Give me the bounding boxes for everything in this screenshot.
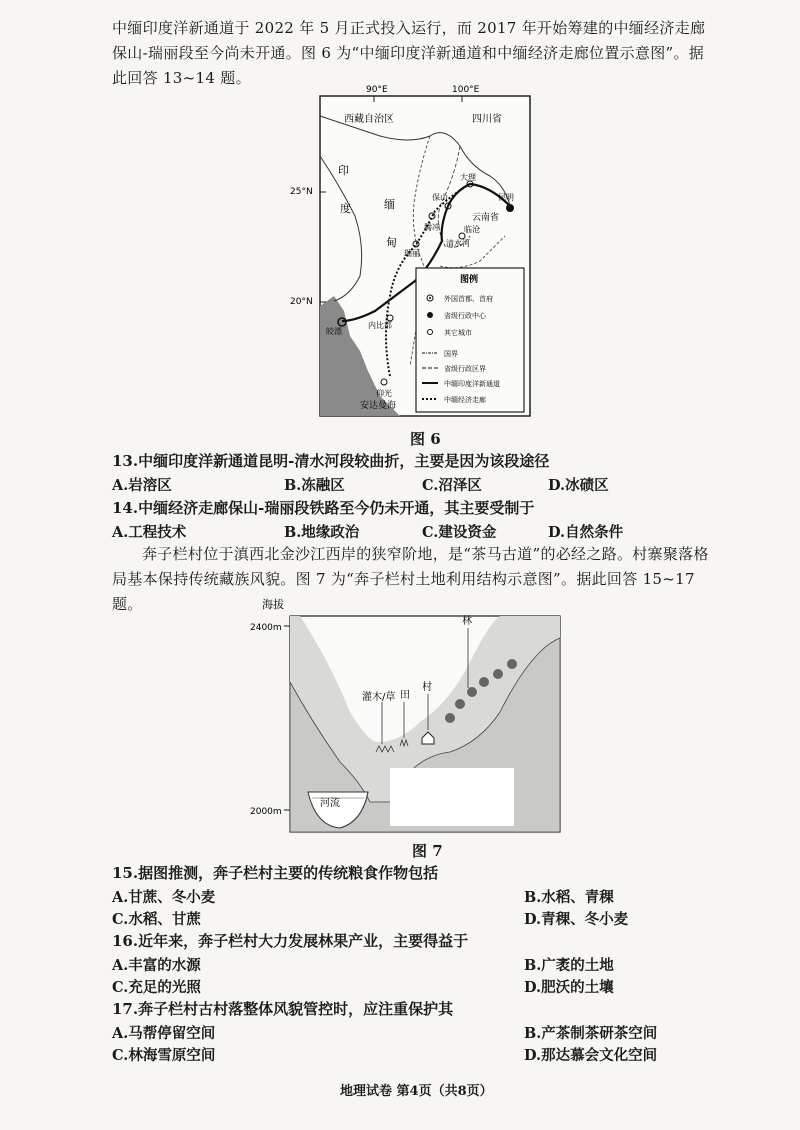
label-myanmar-1: 缅 [384, 198, 395, 211]
question-14-stem: 14.中缅经济走廊保山-瑞丽段铁路至今仍未开通，其主要受制于 [112, 499, 535, 517]
q13-option-b[interactable]: B.冻融区 [284, 477, 345, 494]
label-andaman: 安达曼海 [360, 401, 397, 411]
question-15-stem: 15.据图推测，奔子栏村主要的传统粮食作物包括 [112, 864, 439, 882]
label-kyaukphyu: 皎漂 [326, 327, 342, 336]
question-13-stem: 13.中缅印度洋新通道昆明-清水河段较曲折，主要是因为该段途径 [112, 452, 550, 470]
label-naypyidaw: 内比都 [368, 321, 392, 330]
label-yangon: 仰光 [376, 389, 392, 398]
label-india-1: 印 [338, 164, 349, 177]
q17-option-b[interactable]: B.产茶制茶研茶空间 [524, 1025, 658, 1042]
figure-7-caption: 图 7 [412, 842, 443, 860]
q15-option-a[interactable]: A.甘蔗、冬小麦 [112, 889, 216, 906]
legend-item: 外国首都、首府 [444, 295, 493, 303]
map-figure-6 [290, 85, 530, 416]
label-lincang: 临沧 [464, 225, 480, 234]
lat-label: 25°N [290, 187, 313, 197]
intro-paragraph-1: 中缅印度洋新通道于 2022 年 5 月正式投入运行，而 2017 年开始筹建的中缅经济走廊保山-瑞丽段至今尚未开通。图 6 为“中缅印度洋新通道和中缅经济走廊位置示意图”。据此回答 13~14 题。 [112, 19, 706, 87]
q17-option-a[interactable]: A.马帮停留空间 [112, 1025, 216, 1042]
label-ruili: 瑞丽 [404, 249, 420, 258]
kunming-marker [506, 204, 514, 212]
y-label-low: 2000m [250, 807, 282, 817]
label-village: 村 [422, 682, 432, 693]
q17-option-c[interactable]: C.林海雪原空间 [112, 1047, 216, 1064]
label-tengchong: 腾冲 [424, 223, 440, 232]
q16-option-b[interactable]: B.广袤的土地 [524, 957, 614, 974]
lon-label: 90°E [366, 85, 388, 95]
label-myanmar-2: 甸 [386, 236, 397, 249]
q16-option-c[interactable]: C.充足的光照 [112, 979, 201, 996]
q14-option-d[interactable]: D.自然条件 [548, 524, 624, 541]
q15-option-c[interactable]: C.水稻、甘蔗 [112, 911, 201, 928]
label-sichuan: 四川省 [472, 114, 502, 125]
q14-option-c[interactable]: C.建设资金 [422, 524, 497, 541]
q13-option-a[interactable]: A.岩溶区 [112, 477, 172, 494]
map-legend [416, 268, 524, 412]
q14-option-a[interactable]: A.工程技术 [112, 524, 187, 541]
profile-figure-7 [250, 592, 570, 842]
label-forest: 林 [462, 616, 472, 627]
q15-option-b[interactable]: B.水稻、青稞 [524, 889, 614, 906]
legend-item: 省级行政中心 [444, 312, 486, 320]
label-field: 田 [400, 690, 410, 701]
q13-option-c[interactable]: C.沼泽区 [422, 477, 482, 494]
page-footer: 地理试卷 第4页（共8页） [340, 1084, 493, 1099]
label-baoshan: 保山 [432, 193, 448, 202]
q13-option-d[interactable]: D.冰碛区 [548, 477, 609, 494]
label-yunnan: 云南省 [472, 213, 500, 223]
profile-ylabel: 海拔 [262, 598, 284, 611]
lon-label: 100°E [452, 85, 480, 95]
legend-item: 国界 [444, 350, 458, 358]
legend-item: 其它城市 [444, 329, 472, 337]
q16-option-d[interactable]: D.肥沃的土壤 [524, 979, 614, 996]
label-kunming: 昆明 [498, 193, 514, 202]
legend-item: 中缅经济走廊 [444, 396, 486, 404]
y-label-high: 2400m [250, 623, 282, 633]
intro-paragraph-2: 奔子栏村位于滇西北金沙江西岸的狭窄阶地，是“茶马古道”的必经之路。村寨聚落格局基本保持传统藏族风貌。图 7 为“奔子栏村土地利用结构示意图”。据此回答 15~17 题。 [112, 545, 709, 613]
legend-province-icon [427, 312, 433, 318]
q17-option-d[interactable]: D.那达慕会文化空间 [524, 1047, 658, 1064]
label-shrub: 灌木/草 [362, 692, 396, 703]
blank-cover [390, 768, 514, 826]
label-qingshuihe: 清水河 [446, 239, 470, 248]
figure-6-caption: 图 6 [410, 430, 441, 448]
q16-option-a[interactable]: A.丰富的水源 [112, 957, 201, 974]
legend-item: 中缅印度洋新通道 [444, 380, 500, 388]
q14-option-b[interactable]: B.地缘政治 [284, 524, 360, 541]
label-tibet: 西藏自治区 [344, 114, 394, 125]
lat-label: 20°N [290, 297, 313, 307]
legend-item: 省级行政区界 [444, 365, 486, 373]
label-river: 河流 [320, 798, 340, 809]
label-india-2: 度 [340, 202, 351, 215]
legend-title: 图例 [460, 275, 479, 285]
question-16-stem: 16.近年来，奔子栏村大力发展林果产业，主要得益于 [112, 932, 469, 950]
question-17-stem: 17.奔子栏村古村落整体风貌管控时，应注重保护其 [112, 1000, 454, 1018]
q15-option-d[interactable]: D.青稞、冬小麦 [524, 911, 629, 928]
label-dali: 大理 [460, 173, 476, 182]
